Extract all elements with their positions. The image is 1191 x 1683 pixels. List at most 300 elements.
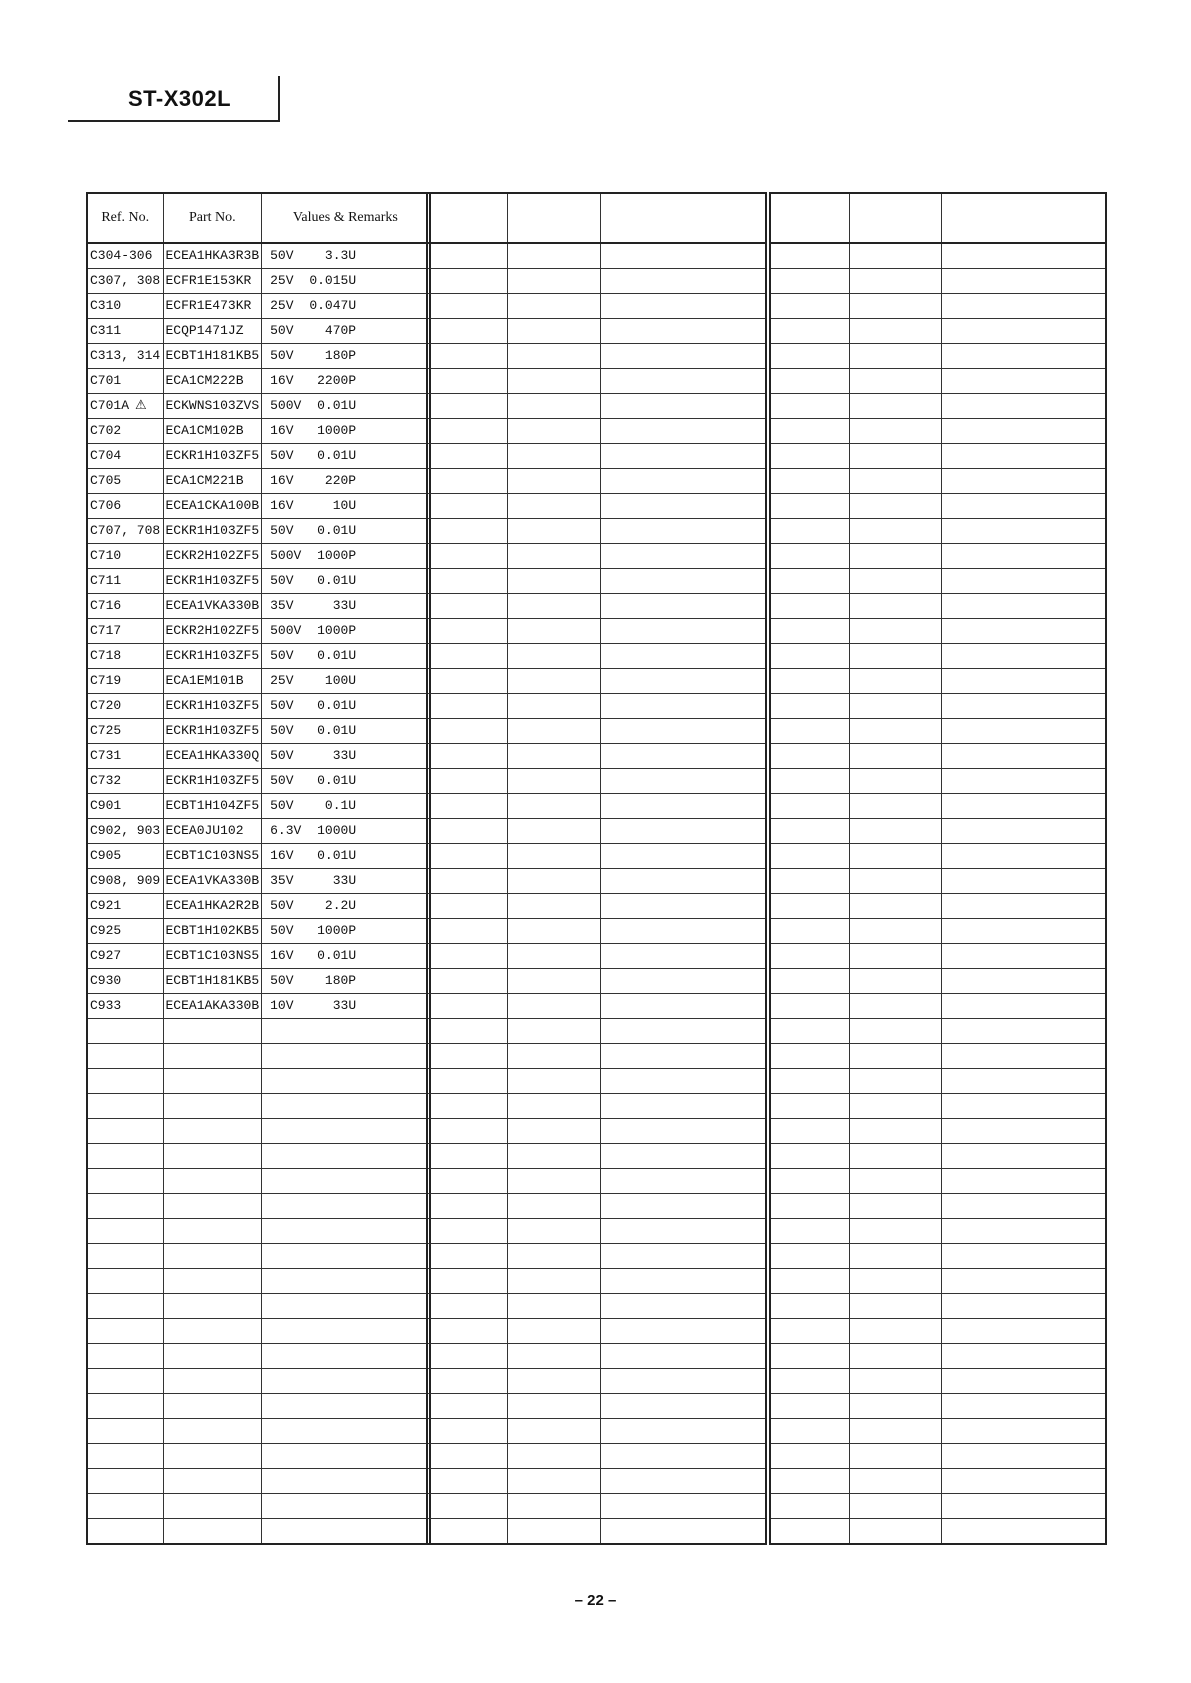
empty-cell: [507, 1219, 600, 1244]
empty-cell: [600, 1294, 766, 1319]
values-remarks-cell: [262, 1219, 430, 1244]
empty-cell: [849, 419, 941, 444]
empty-cell: [770, 919, 849, 944]
part-no-cell: ECEA1CKA100B: [163, 494, 262, 519]
ref-no-cell: [87, 1219, 163, 1244]
table-row: [87, 1394, 430, 1419]
values-remarks-cell: [262, 744, 430, 769]
empty-cell: [849, 269, 941, 294]
table-row: [770, 1019, 1106, 1044]
table-row: [770, 1144, 1106, 1169]
table-row: [770, 1269, 1106, 1294]
part-no-cell: [163, 1119, 262, 1144]
values-remarks-cell: [262, 1419, 430, 1444]
empty-cell: [507, 1194, 600, 1219]
table-row: [427, 344, 766, 369]
table-row: [427, 794, 766, 819]
table-row: [770, 944, 1106, 969]
values-remarks-cell: [262, 1469, 430, 1494]
empty-cell: [507, 269, 600, 294]
empty-cell: [941, 1169, 1106, 1194]
empty-cell: [507, 944, 600, 969]
empty-cell: [427, 1019, 507, 1044]
ref-no-cell: [87, 419, 163, 444]
table-row: [87, 1319, 430, 1344]
part-no-cell: ECEA1VKA330B: [163, 594, 262, 619]
empty-cell: [770, 369, 849, 394]
table-row: [87, 469, 430, 494]
ref-no-cell: [87, 1394, 163, 1419]
values-remarks-cell: [262, 644, 430, 669]
part-no-cell: ECBT1C103NS5: [163, 944, 262, 969]
empty-cell: [849, 744, 941, 769]
empty-cell: [427, 1369, 507, 1394]
capacitance-value: 0.047U: [309, 298, 357, 313]
empty-cell: [770, 1219, 849, 1244]
empty-cell: [427, 1319, 507, 1344]
empty-cell: [849, 544, 941, 569]
table-row: [427, 544, 766, 569]
values-remarks-cell: [262, 1019, 430, 1044]
table-row: [770, 319, 1106, 344]
part-no-cell: ECEA1HKA2R2B: [163, 894, 262, 919]
table-row: [87, 794, 430, 819]
empty-cell: [849, 344, 941, 369]
part-no-cell: [163, 1394, 262, 1419]
empty-cell: [600, 719, 766, 744]
ref-no: C927: [90, 948, 122, 963]
empty-cell: [427, 269, 507, 294]
empty-cell: [849, 1444, 941, 1469]
empty-cell: [600, 694, 766, 719]
empty-cell: [427, 1294, 507, 1319]
empty-cell: [941, 1219, 1106, 1244]
empty-cell: [941, 1019, 1106, 1044]
empty-cell: [427, 469, 507, 494]
values-remarks-cell: [262, 469, 430, 494]
table-row: [87, 744, 430, 769]
empty-cell: [600, 969, 766, 994]
empty-cell: [600, 1044, 766, 1069]
part-no-cell: ECFR1E153KR: [163, 269, 262, 294]
capacitance-value: 33U: [332, 598, 357, 613]
empty-cell: [770, 1394, 849, 1419]
capacitance-value: 0.01U: [317, 848, 357, 863]
voltage-rating: 500V: [270, 548, 302, 563]
ref-no-cell: [87, 919, 163, 944]
empty-cell: [507, 669, 600, 694]
table-row: [427, 269, 766, 294]
table-row: [770, 1494, 1106, 1519]
ref-no-cell: [87, 243, 163, 269]
ref-no: C311: [90, 323, 122, 338]
empty-cell: [849, 669, 941, 694]
table-row: [770, 1069, 1106, 1094]
empty-cell: [770, 469, 849, 494]
empty-cell: [427, 644, 507, 669]
table-row: [87, 994, 430, 1019]
empty-cell: [600, 1269, 766, 1294]
capacitance-value: 100U: [324, 673, 357, 688]
empty-cell: [941, 1519, 1106, 1545]
voltage-rating: 50V: [270, 898, 294, 913]
empty-cell: [941, 319, 1106, 344]
empty-cell: [941, 519, 1106, 544]
part-no-cell: ECEA1HKA3R3B: [163, 243, 262, 269]
empty-cell: [849, 1069, 941, 1094]
voltage-rating: 35V: [270, 873, 294, 888]
empty-cell: [600, 1394, 766, 1419]
empty-cell: [941, 594, 1106, 619]
table-row: [427, 494, 766, 519]
table-row: [427, 469, 766, 494]
empty-cell: [849, 1369, 941, 1394]
capacitance-value: 3.3U: [324, 248, 357, 263]
warning-triangle-icon: ⚠: [135, 398, 147, 413]
part-no-cell: ECA1CM221B: [163, 469, 262, 494]
table-row: [87, 694, 430, 719]
values-remarks-cell: [262, 944, 430, 969]
empty-cell: [427, 369, 507, 394]
empty-cell: [507, 1044, 600, 1069]
part-no-cell: [163, 1344, 262, 1369]
empty-cell: [770, 994, 849, 1019]
ref-no-cell: [87, 319, 163, 344]
table-row: [427, 1269, 766, 1294]
table-row: [87, 243, 430, 269]
table-row: [770, 919, 1106, 944]
empty-cell: [941, 544, 1106, 569]
values-remarks-cell: [262, 1244, 430, 1269]
empty-cell: [507, 869, 600, 894]
empty-cell: [507, 1444, 600, 1469]
empty-cell: [849, 1119, 941, 1144]
empty-cell: [427, 544, 507, 569]
empty-cell: [941, 243, 1106, 269]
empty-cell: [770, 1094, 849, 1119]
values-remarks-cell: [262, 1069, 430, 1094]
empty-cell: [600, 519, 766, 544]
empty-cell: [600, 769, 766, 794]
empty-cell: [849, 919, 941, 944]
table-row: [770, 519, 1106, 544]
empty-cell: [849, 994, 941, 1019]
table-row: [87, 369, 430, 394]
empty-cell: [941, 1419, 1106, 1444]
table-row: [770, 269, 1106, 294]
ref-no-cell: [87, 1369, 163, 1394]
empty-cell: [507, 394, 600, 419]
part-no-cell: ECBT1C103NS5: [163, 844, 262, 869]
empty-cell: [941, 669, 1106, 694]
empty-cell: [941, 719, 1106, 744]
empty-cell: [849, 1244, 941, 1269]
table-row: [770, 1119, 1106, 1144]
ref-no-cell: [87, 1119, 163, 1144]
ref-no-cell: [87, 844, 163, 869]
ref-no-cell: [87, 394, 163, 419]
empty-cell: [600, 1319, 766, 1344]
ref-no-cell: [87, 594, 163, 619]
empty-cell: [600, 1469, 766, 1494]
empty-cell: [770, 294, 849, 319]
values-remarks-cell: [262, 1344, 430, 1369]
empty-cell: [507, 1244, 600, 1269]
empty-cell: [770, 594, 849, 619]
empty-cell: [941, 394, 1106, 419]
empty-cell: [507, 1069, 600, 1094]
values-remarks-cell: [262, 1044, 430, 1069]
empty-cell: [507, 619, 600, 644]
capacitance-value: 0.01U: [317, 948, 357, 963]
ref-no: C701: [90, 373, 122, 388]
voltage-rating: 50V: [270, 248, 294, 263]
capacitance-value: 1000P: [317, 923, 357, 938]
part-no-cell: ECEA0JU102: [163, 819, 262, 844]
part-no-cell: ECA1CM102B: [163, 419, 262, 444]
empty-cell: [849, 1319, 941, 1344]
table-header-row: [770, 193, 1106, 243]
empty-cell: [770, 944, 849, 969]
part-no-cell: [163, 1469, 262, 1494]
voltage-rating: 50V: [270, 923, 294, 938]
empty-cell: [941, 944, 1106, 969]
table-row: [427, 1019, 766, 1044]
empty-cell: [600, 819, 766, 844]
empty-cell: [507, 969, 600, 994]
voltage-rating: 500V: [270, 623, 302, 638]
table-row: [770, 494, 1106, 519]
table-row: [87, 944, 430, 969]
empty-cell: [770, 794, 849, 819]
table-row: [770, 1344, 1106, 1369]
empty-cell: [507, 419, 600, 444]
empty-cell: [941, 1119, 1106, 1144]
ref-no: C307, 308: [90, 273, 161, 288]
empty-cell: [507, 594, 600, 619]
column-header-ref-no: Ref. No.: [87, 193, 163, 243]
table-row: [770, 1319, 1106, 1344]
empty-cell: [427, 594, 507, 619]
empty-cell: [849, 494, 941, 519]
column-header-empty: [849, 193, 941, 243]
empty-cell: [600, 994, 766, 1019]
empty-cell: [770, 344, 849, 369]
empty-cell: [770, 669, 849, 694]
table-row: [427, 394, 766, 419]
voltage-rating: 50V: [270, 723, 294, 738]
empty-cell: [849, 1094, 941, 1119]
voltage-rating: 16V: [270, 423, 294, 438]
empty-cell: [600, 894, 766, 919]
empty-cell: [427, 794, 507, 819]
table-row: [770, 394, 1106, 419]
part-no-cell: ECBT1H102KB5: [163, 919, 262, 944]
values-remarks-cell: [262, 444, 430, 469]
values-remarks-cell: [262, 319, 430, 344]
table-row: [87, 594, 430, 619]
empty-cell: [507, 494, 600, 519]
empty-cell: [507, 1369, 600, 1394]
part-no-cell: [163, 1269, 262, 1294]
empty-cell: [849, 394, 941, 419]
values-remarks-cell: [262, 969, 430, 994]
ref-no-cell: [87, 1069, 163, 1094]
ref-no-cell: [87, 619, 163, 644]
ref-no-cell: [87, 644, 163, 669]
part-no-cell: ECKR2H102ZF5: [163, 544, 262, 569]
values-remarks-cell: [262, 894, 430, 919]
empty-cell: [849, 619, 941, 644]
table-row: [427, 1469, 766, 1494]
part-no-cell: ECKR1H103ZF5: [163, 569, 262, 594]
capacitance-value: 2.2U: [324, 898, 357, 913]
ref-no: C304-306: [90, 248, 153, 263]
empty-cell: [600, 269, 766, 294]
table-row: [427, 1494, 766, 1519]
voltage-rating: 35V: [270, 598, 294, 613]
empty-cell: [600, 744, 766, 769]
empty-cell: [770, 1169, 849, 1194]
empty-cell: [941, 1194, 1106, 1219]
table-row: [87, 1469, 430, 1494]
table-row: [87, 1494, 430, 1519]
table-row: [87, 494, 430, 519]
table-row: [87, 344, 430, 369]
empty-cell: [427, 669, 507, 694]
values-remarks-cell: [262, 1369, 430, 1394]
voltage-rating: 25V: [270, 298, 294, 313]
values-remarks-cell: [262, 719, 430, 744]
empty-cell: [427, 519, 507, 544]
capacitance-value: 33U: [332, 748, 357, 763]
ref-no-cell: [87, 744, 163, 769]
ref-no-cell: [87, 1294, 163, 1319]
table-row: [770, 819, 1106, 844]
table-row: [87, 969, 430, 994]
table-row: [87, 1119, 430, 1144]
table-row: [770, 794, 1106, 819]
empty-cell: [427, 969, 507, 994]
table-row: [770, 1294, 1106, 1319]
empty-cell: [770, 719, 849, 744]
empty-cell: [600, 919, 766, 944]
empty-cell: [941, 1269, 1106, 1294]
empty-cell: [849, 869, 941, 894]
values-remarks-cell: [262, 1494, 430, 1519]
ref-no-cell: [87, 869, 163, 894]
table-row: [87, 1344, 430, 1369]
empty-cell: [507, 344, 600, 369]
empty-cell: [600, 394, 766, 419]
empty-cell: [941, 1369, 1106, 1394]
table-row: [87, 419, 430, 444]
table-row: [770, 869, 1106, 894]
empty-cell: [770, 1294, 849, 1319]
empty-cell: [427, 919, 507, 944]
empty-cell: [941, 444, 1106, 469]
ref-no-cell: [87, 1044, 163, 1069]
table-row: [427, 1344, 766, 1369]
values-remarks-cell: [262, 344, 430, 369]
empty-cell: [427, 1219, 507, 1244]
empty-cell: [941, 369, 1106, 394]
part-no-cell: ECBT1H181KB5: [163, 969, 262, 994]
ref-no-cell: [87, 719, 163, 744]
ref-no: C731: [90, 748, 122, 763]
table-row: [427, 319, 766, 344]
empty-cell: [427, 1394, 507, 1419]
empty-cell: [941, 1294, 1106, 1319]
ref-no: C901: [90, 798, 122, 813]
empty-cell: [600, 619, 766, 644]
empty-cell: [600, 294, 766, 319]
empty-cell: [427, 1144, 507, 1169]
table-row: [770, 1519, 1106, 1545]
values-remarks-cell: [262, 844, 430, 869]
voltage-rating: 50V: [270, 748, 294, 763]
empty-cell: [941, 694, 1106, 719]
empty-cell: [849, 1419, 941, 1444]
ref-no: C313, 314: [90, 348, 161, 363]
values-remarks-cell: [262, 494, 430, 519]
empty-cell: [507, 544, 600, 569]
ref-no: C310: [90, 298, 122, 313]
empty-cell: [600, 1419, 766, 1444]
ref-no: C902, 903: [90, 823, 161, 838]
ref-no: C704: [90, 448, 122, 463]
values-remarks-cell: [262, 419, 430, 444]
table-row: [87, 544, 430, 569]
empty-cell: [427, 394, 507, 419]
empty-cell: [507, 644, 600, 669]
empty-cell: [770, 894, 849, 919]
column-header-empty: [600, 193, 766, 243]
empty-cell: [507, 1494, 600, 1519]
table-row: [427, 894, 766, 919]
empty-cell: [427, 1494, 507, 1519]
table-row: [427, 1044, 766, 1069]
empty-cell: [941, 794, 1106, 819]
ref-no-cell: [87, 519, 163, 544]
empty-cell: [770, 394, 849, 419]
empty-cell: [941, 1244, 1106, 1269]
empty-cell: [507, 243, 600, 269]
empty-cell: [600, 1119, 766, 1144]
part-no-cell: ECEA1VKA330B: [163, 869, 262, 894]
empty-cell: [507, 844, 600, 869]
empty-cell: [600, 1369, 766, 1394]
table-row: [427, 1244, 766, 1269]
voltage-rating: 16V: [270, 848, 294, 863]
empty-cell: [427, 1269, 507, 1294]
empty-cell: [849, 844, 941, 869]
voltage-rating: 25V: [270, 273, 294, 288]
part-no-cell: ECKR1H103ZF5: [163, 719, 262, 744]
capacitance-value: 1000P: [317, 548, 357, 563]
empty-cell: [770, 319, 849, 344]
empty-cell: [770, 1194, 849, 1219]
column-header-empty: [770, 193, 849, 243]
values-remarks-cell: [262, 694, 430, 719]
table-row: [770, 569, 1106, 594]
values-remarks-cell: [262, 1094, 430, 1119]
empty-cell: [849, 944, 941, 969]
part-no-cell: [163, 1369, 262, 1394]
empty-cell: [427, 844, 507, 869]
table-row: [87, 1269, 430, 1294]
empty-cell: [507, 819, 600, 844]
